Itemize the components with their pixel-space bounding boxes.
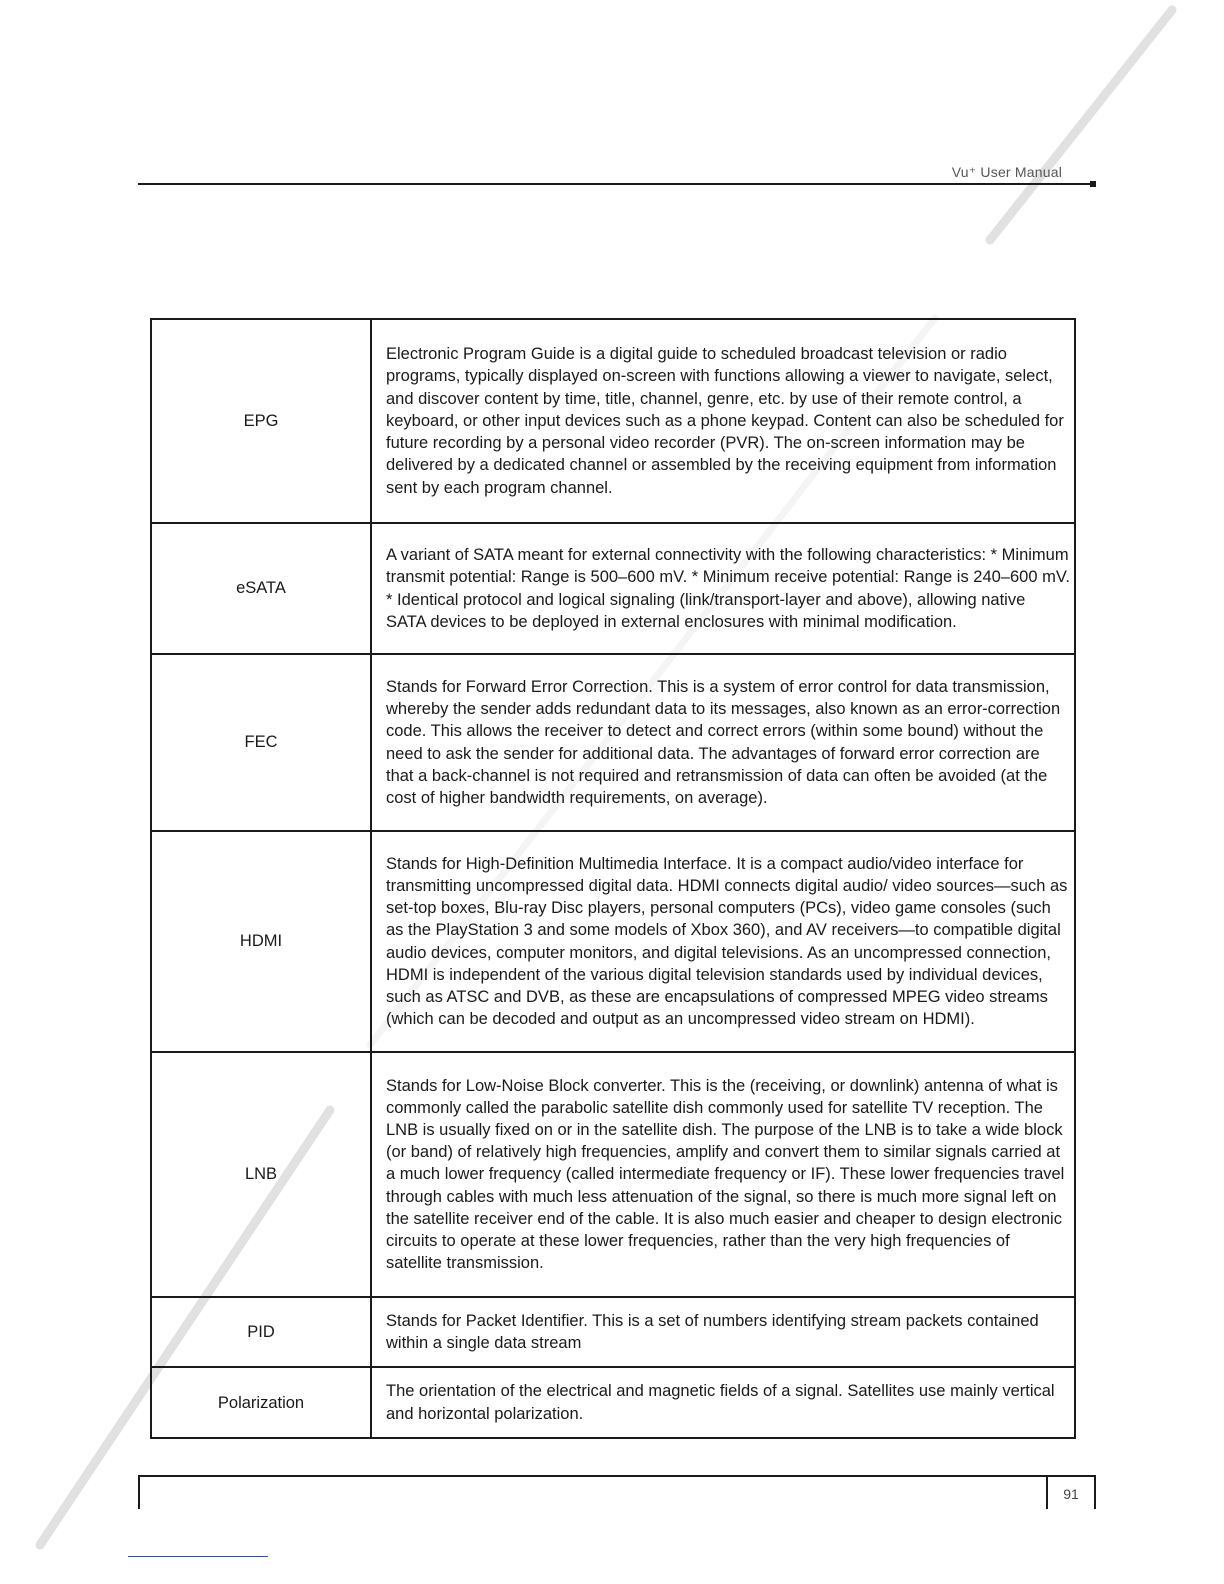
manual-title: Vu⁺ User Manual [951,164,1062,180]
glossary-term: eSATA [151,523,371,654]
glossary-definition: A variant of SATA meant for external connectivity with the following characteristics: * Minimum transmit potential: Range is 500–600 mV. * Minimum receive potential: Range is 240–600 mV. * Identical protocol and logical signaling (link/transport-layer and above), allowing native SATA devices to be deployed in external enclosures with minimal modification. [371,523,1075,654]
header-rule-end-marker [1090,181,1096,187]
glossary-definition: Electronic Program Guide is a digital guide to scheduled broadcast television or radio programs, typically displayed on-screen with functions allowing a viewer to navigate, select, and discover content by time, title, channel, genre, etc. by use of their remote control, a keyboard, or other input devices such as a phone keypad. Content can also be scheduled for future recording by a personal video recorder (PVR). The on-screen information may be delivered by a dedicated channel or assembled by the receiving equipment from information sent by each program channel. [371,319,1075,523]
glossary-term: LNB [151,1052,371,1297]
footer-page-box-right [1094,1475,1096,1509]
table-row [151,1052,1075,1297]
table-row [151,1367,1075,1437]
footer-border-left [138,1475,140,1509]
glossary-definition: Stands for Packet Identifier. This is a set of numbers identifying stream packets contained within a single data stream [371,1297,1075,1367]
glossary-definition: The orientation of the electrical and magnetic fields of a signal. Satellites use mainly vertical and horizontal polarization. [371,1367,1075,1437]
header-rule [138,183,1096,185]
hyperlink-underline[interactable] [128,1556,268,1557]
page-number: 91 [1063,1486,1079,1502]
glossary-definition: Stands for Forward Error Correction. This is a system of error control for data transmission, whereby the sender adds redundant data to its messages, also known as an error-correction code. This allows the receiver to detect and correct errors (within some bound) without the need to ask the sender for additional data. The advantages of forward error correction are that a back-channel is not required and retransmission of data can often be avoided (at the cost of higher bandwidth requirements, on average). [371,654,1075,831]
glossary-table [150,318,1076,1439]
footer-rule [138,1475,1096,1477]
table-row [151,654,1075,831]
glossary-term: EPG [151,319,371,523]
glossary-term: Polarization [151,1367,371,1437]
glossary-term: PID [151,1297,371,1367]
table-row [151,319,1075,523]
glossary-definition: Stands for High-Definition Multimedia Interface. It is a compact audio/video interface for transmitting uncompressed digital data. HDMI connects digital audio/ video sources—such as set-top boxes, Blu-ray Disc players, personal computers (PCs), video game consoles (such as the PlayStation 3 and some models of Xbox 360), and AV receivers—to compatible digital audio devices, computer monitors, and digital televisions. As an uncompressed connection, HDMI is independent of the various digital television standards used by individual devices, such as ATSC and DVB, as these are encapsulations of compressed MPEG video streams (which can be decoded and output as an uncompressed video stream on HDMI). [371,831,1075,1052]
glossary-term: HDMI [151,831,371,1052]
glossary-term: FEC [151,654,371,831]
table-row [151,1297,1075,1367]
glossary-definition: Stands for Low-Noise Block converter. This is the (receiving, or downlink) antenna of what is commonly called the parabolic satellite dish commonly used for satellite TV reception. The LNB is usually fixed on or in the satellite dish. The purpose of the LNB is to take a wide block (or band) of relatively high frequencies, amplify and convert them to similar signals carried at a much lower frequency (called intermediate frequency or IF). These lower frequencies travel through cables with much less attenuation of the signal, so there is much more signal left on the satellite receiver end of the cable. It is also much easier and cheaper to design electronic circuits to operate at these lower frequencies, rather than the very high frequencies of satellite transmission. [371,1052,1075,1297]
table-row [151,523,1075,654]
footer-page-box-left [1046,1475,1048,1509]
table-row [151,831,1075,1052]
